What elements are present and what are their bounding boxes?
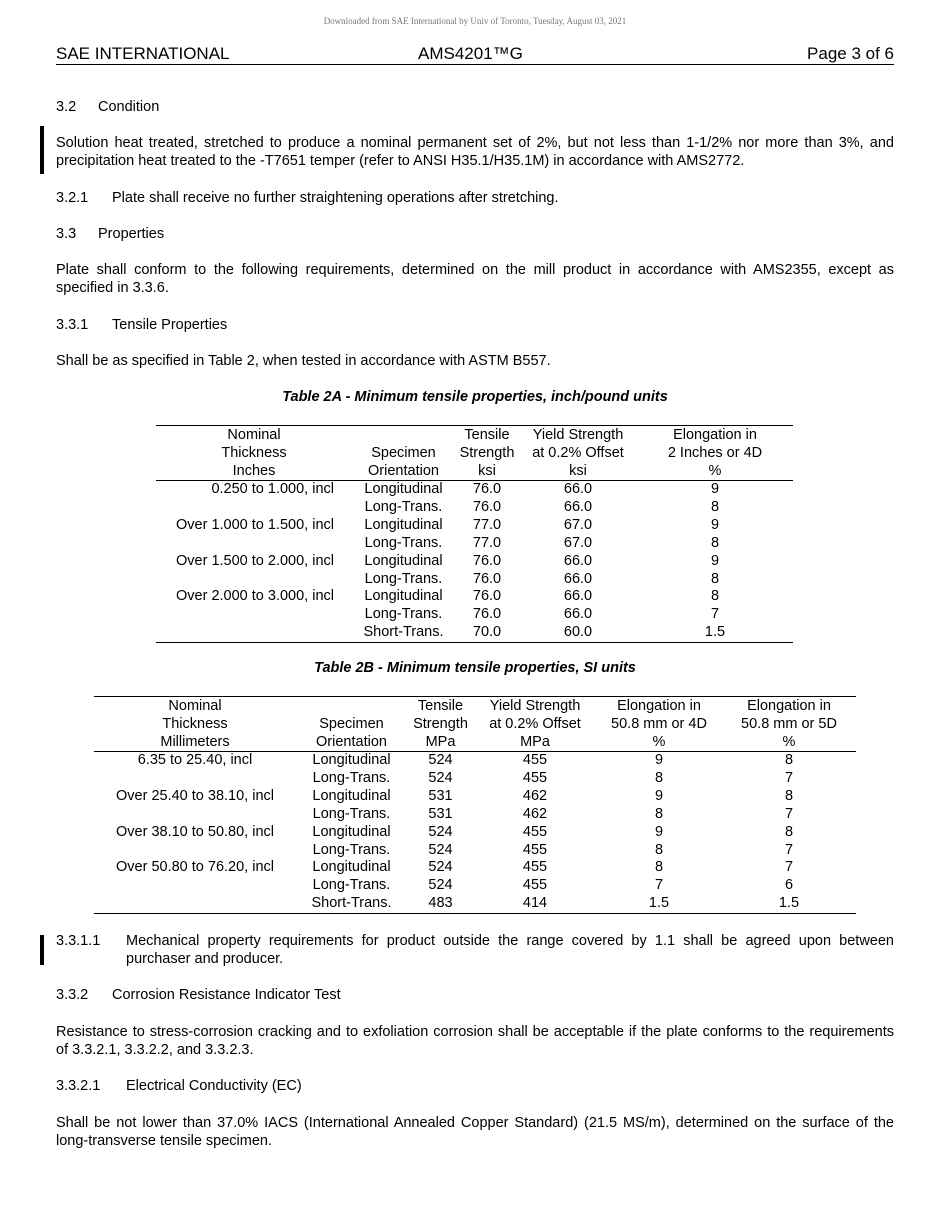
table-cell: 70.0	[455, 624, 519, 642]
table-cell	[94, 770, 296, 788]
header-doc-number: AMS4201™G	[418, 44, 523, 63]
table-cell	[156, 624, 352, 642]
page-header	[56, 44, 894, 65]
table-cell: Long-Trans.	[364, 606, 443, 623]
table-row	[94, 806, 856, 824]
table-cell: 524	[428, 841, 453, 858]
column-header	[94, 697, 296, 752]
table-cell: 531	[428, 787, 453, 804]
table-header-row	[94, 697, 856, 752]
table-cell: 9	[710, 481, 720, 497]
table-row	[94, 752, 856, 770]
table-cell: Long-Trans.	[312, 877, 391, 894]
column-header	[722, 697, 856, 752]
table-2a	[156, 425, 793, 643]
table-cell: Over 1.500 to 2.000, incl	[176, 552, 334, 569]
table-row	[156, 571, 793, 589]
table-cell: 8	[654, 859, 664, 876]
table-cell: 9	[654, 752, 664, 768]
table-2b-caption: Table 2B - Minimum tensile properties, SI units	[314, 660, 636, 676]
column-header-line: %	[708, 463, 722, 479]
table-cell: 524	[428, 859, 453, 876]
table-cell: Long-Trans.	[364, 498, 443, 515]
table-row	[156, 553, 793, 571]
section-number: 3.3.2	[56, 987, 89, 1003]
table-cell: Short-Trans.	[296, 895, 407, 913]
column-header-line: Specimen	[319, 716, 384, 732]
table-cell: 77.0	[472, 516, 502, 533]
table-cell: 66.0	[563, 588, 593, 605]
table-cell: 1.5	[596, 895, 722, 913]
table-cell: 67.0	[563, 516, 593, 533]
section-text: Plate shall receive no further straightening operations after stretching.	[112, 190, 559, 206]
table-cell: Over 1.000 to 1.500, incl	[176, 516, 334, 533]
table-cell: 455	[522, 769, 548, 786]
table-cell: Over 38.10 to 50.80, incl	[116, 823, 274, 840]
table-cell	[156, 571, 352, 589]
table-2b	[94, 696, 856, 914]
column-header-line: Elongation in	[617, 698, 701, 714]
table-cell: 76.0	[472, 606, 502, 623]
section-number: 3.3	[56, 226, 77, 242]
table-cell: Over 25.40 to 38.10, incl	[116, 787, 274, 804]
table-cell: 8	[654, 805, 664, 822]
column-header	[519, 426, 637, 481]
table-cell: 6	[784, 877, 794, 894]
table-cell: 455	[522, 823, 548, 840]
table-cell: Longitudinal	[312, 752, 391, 768]
table-cell: Long-Trans.	[312, 841, 391, 858]
header-org: SAE INTERNATIONAL	[56, 44, 230, 63]
table-cell: 8	[654, 841, 664, 858]
section-title: Properties	[98, 226, 165, 242]
table-row	[94, 859, 856, 877]
table-row	[156, 481, 793, 499]
table-cell: Long-Trans.	[312, 805, 391, 822]
table-cell: 524	[428, 877, 453, 894]
table-cell: Long-Trans.	[312, 769, 391, 786]
download-notice: Downloaded from SAE International by Univ of Toronto, Tuesday, August 03, 2021	[323, 16, 627, 26]
table-cell: 0.250 to 1.000, incl	[211, 481, 334, 497]
table-cell: 524	[428, 769, 453, 786]
table-cell: 66.0	[563, 570, 593, 587]
table-cell: 67.0	[563, 534, 593, 551]
column-header-line: Elongation in	[747, 698, 831, 714]
table-cell: 8	[710, 570, 720, 587]
table-2a-caption: Table 2A - Minimum tensile properties, inch/pound units	[282, 389, 668, 405]
table-row	[94, 770, 856, 788]
section-3-2-heading	[56, 98, 159, 116]
table-cell: Long-Trans.	[364, 570, 443, 587]
table-row	[156, 588, 793, 606]
section-number: 3.3.2.1	[56, 1078, 101, 1094]
section-number: 3.2.1	[56, 190, 89, 206]
revision-bar	[40, 126, 44, 174]
table-cell	[94, 806, 296, 824]
table-cell: Longitudinal	[364, 481, 443, 497]
table-cell: Longitudinal	[364, 552, 443, 569]
table-cell: 77.0	[472, 534, 502, 551]
table-cell: 1.5	[722, 895, 856, 913]
column-header-line: Inches	[232, 463, 276, 479]
column-header-line: Specimen	[371, 445, 436, 461]
table-cell: Longitudinal	[364, 588, 443, 605]
table-cell	[94, 895, 296, 913]
table-row	[156, 624, 793, 642]
table-cell: 66.0	[563, 606, 593, 623]
section-3-3-1-text: Shall be as specified in Table 2, when tested in accordance with ASTM B557.	[56, 353, 551, 369]
section-3-3-2-1-text: Shall be not lower than 37.0% IACS (International Annealed Copper Standard) (21.5 MS/m), determined on the surface of the long-transverse tensile specimen.	[56, 1115, 894, 1149]
table-row	[94, 788, 856, 806]
table-cell: Longitudinal	[312, 823, 391, 840]
table-cell: 76.0	[472, 552, 502, 569]
table-cell: 60.0	[519, 624, 637, 642]
column-header	[596, 697, 722, 752]
column-header-line: Strength	[459, 445, 515, 461]
column-header	[407, 697, 474, 752]
column-header-line: Nominal	[227, 427, 281, 443]
table-cell: 524	[428, 823, 453, 840]
table-cell: 1.5	[637, 624, 793, 642]
table-cell: 76.0	[472, 481, 502, 497]
column-header-line: Orientation	[368, 463, 439, 479]
column-header-line: Yield Strength	[489, 698, 581, 714]
table-row	[156, 517, 793, 535]
table-cell	[94, 877, 296, 895]
table-cell: 76.0	[472, 498, 502, 515]
section-3-2-1	[56, 189, 559, 207]
column-header-line: Thickness	[162, 716, 228, 732]
table-cell: 455	[522, 752, 548, 768]
table-header-row	[156, 426, 793, 481]
table-cell: Longitudinal	[312, 859, 391, 876]
table-cell: 66.0	[563, 498, 593, 515]
table-cell: 8	[784, 823, 794, 840]
column-header	[474, 697, 596, 752]
table-cell: 66.0	[563, 481, 593, 497]
section-3-3-heading	[56, 225, 164, 243]
table-cell	[156, 606, 352, 624]
table-row	[94, 824, 856, 842]
table-cell: 455	[522, 877, 548, 894]
column-header	[455, 426, 519, 481]
table-cell: 7	[784, 841, 794, 858]
column-header-line: 50.8 mm or 4D	[611, 716, 707, 732]
table-cell: 8	[710, 534, 720, 551]
table-cell: 7	[784, 805, 794, 822]
table-cell: 8	[784, 752, 794, 768]
column-header-line: %	[652, 734, 666, 750]
section-3-3-1-heading	[56, 316, 227, 334]
table-cell: 8	[710, 588, 720, 605]
section-title: Electrical Conductivity (EC)	[126, 1078, 302, 1094]
column-header-line: ksi	[569, 463, 587, 479]
header-page-number: Page 3 of 6	[807, 44, 894, 63]
table-cell: 9	[710, 552, 720, 569]
section-3-3-text: Plate shall conform to the following requirements, determined on the mill product in accordance with AMS2355, except as specified in 3.3.6.	[56, 262, 894, 296]
table-row	[94, 842, 856, 860]
table-cell: 76.0	[472, 588, 502, 605]
table-cell: Short-Trans.	[352, 624, 455, 642]
table-cell	[156, 535, 352, 553]
column-header-line: Nominal	[168, 698, 222, 714]
table-cell: 524	[428, 752, 453, 768]
section-3-2-text: Solution heat treated, stretched to produce a nominal permanent set of 2%, but not less than 1-1/2% nor more than 3%, and precipitation heat treated to the -T7651 temper (refer to ANSI H35.1/H35.1M) in accordance with AMS2772.	[56, 135, 894, 169]
column-header-line: Yield Strength	[532, 427, 624, 443]
column-header-line: %	[782, 734, 796, 750]
table-cell: 483	[407, 895, 474, 913]
table-cell: 9	[710, 516, 720, 533]
column-header-line: Tensile	[464, 427, 510, 443]
column-header	[296, 697, 407, 752]
table-cell: 531	[428, 805, 453, 822]
table-cell: 8	[784, 787, 794, 804]
table-cell: 8	[710, 498, 720, 515]
table-cell: Longitudinal	[364, 516, 443, 533]
section-3-3-1-1-number: 3.3.1.1	[56, 933, 101, 949]
column-header-line: 50.8 mm or 5D	[741, 716, 837, 732]
section-3-3-2-text: Resistance to stress-corrosion cracking and to exfoliation corrosion shall be acceptable if the plate conforms to the requirements of 3.3.2.1, 3.3.2.2, and 3.3.2.3.	[56, 1024, 894, 1058]
column-header-line: Elongation in	[673, 427, 757, 443]
table-cell: 455	[522, 859, 548, 876]
column-header-line: MPa	[520, 734, 550, 750]
table-cell: 6.35 to 25.40, incl	[137, 752, 253, 768]
table-cell: 9	[654, 787, 664, 804]
column-header-line: Tensile	[417, 698, 464, 714]
table-cell: 7	[784, 769, 794, 786]
section-title: Corrosion Resistance Indicator Test	[112, 987, 341, 1003]
table-cell	[156, 499, 352, 517]
column-header-line: at 0.2% Offset	[489, 716, 581, 732]
table-cell: Over 2.000 to 3.000, incl	[176, 588, 334, 605]
column-header-line: MPa	[425, 734, 456, 750]
table-cell: 414	[474, 895, 596, 913]
revision-bar	[40, 935, 44, 965]
table-row	[94, 895, 856, 913]
table-cell	[94, 842, 296, 860]
section-3-3-2-1-heading	[56, 1077, 302, 1095]
section-title: Condition	[98, 99, 160, 115]
table-cell: Longitudinal	[312, 787, 391, 804]
section-3-3-1-1-text: Mechanical property requirements for product outside the range covered by 1.1 shall be agreed upon between purchaser and producer.	[126, 933, 894, 967]
table-cell: 462	[522, 787, 548, 804]
section-number: 3.3.1	[56, 317, 89, 333]
table-cell: 462	[522, 805, 548, 822]
column-header-line	[296, 697, 407, 715]
column-header-line: at 0.2% Offset	[532, 445, 624, 461]
table-cell: 7	[784, 859, 794, 876]
table-cell: 7	[710, 606, 720, 623]
column-header-line: Thickness	[221, 445, 287, 461]
column-header-line: Orientation	[316, 734, 387, 750]
column-header-line: Strength	[413, 716, 468, 732]
table-row	[156, 535, 793, 553]
column-header-line: Millimeters	[160, 734, 230, 750]
table-cell: Long-Trans.	[364, 534, 443, 551]
table-row	[94, 877, 856, 895]
table-row	[156, 499, 793, 517]
table-cell: 455	[522, 841, 548, 858]
table-cell: 7	[654, 877, 664, 894]
table-cell: 9	[654, 823, 664, 840]
table-row	[156, 606, 793, 624]
column-header	[637, 426, 793, 481]
table-cell: Over 50.80 to 76.20, incl	[116, 859, 274, 876]
table-cell: 66.0	[563, 552, 593, 569]
column-header-line	[352, 426, 455, 444]
section-3-3-2-heading	[56, 986, 341, 1004]
section-title: Tensile Properties	[112, 317, 228, 333]
column-header-line: 2 Inches or 4D	[667, 445, 763, 461]
section-number: 3.2	[56, 99, 77, 115]
column-header	[156, 426, 352, 481]
column-header	[352, 426, 455, 481]
column-header-line: ksi	[478, 463, 496, 479]
table-cell: 8	[654, 769, 664, 786]
table-cell: 76.0	[472, 570, 502, 587]
